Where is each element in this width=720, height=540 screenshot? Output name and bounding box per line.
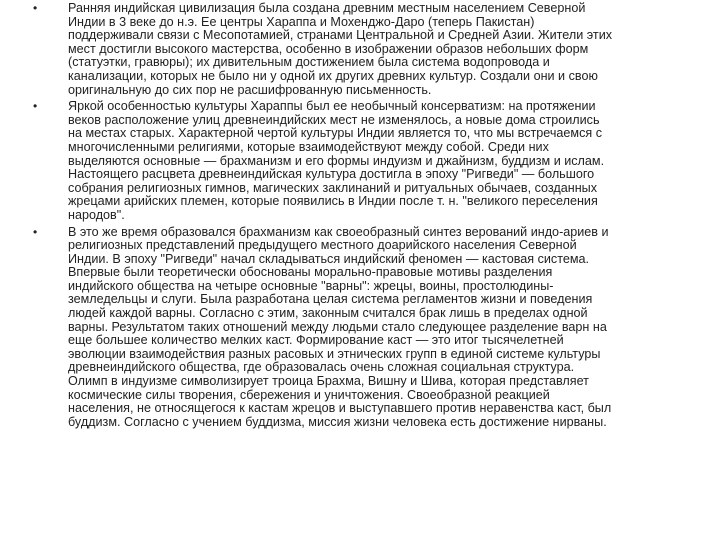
text-line: эволюции взаимодействия разных расовых и этнических групп в единой системе культуры [68, 346, 601, 361]
text-line: буддизм. Согласно с учением буддизма, миссия жизни человека есть достижение нирваны. [68, 414, 607, 429]
text-line: Яркой особенностью культуры Хараппы был ее необычный консерватизм: на протяжении [68, 99, 596, 114]
bullet-item-2 [33, 100, 717, 222]
text-line: земледельцы и слуги. Была разработана целая система регламентов жизни и поведения [68, 292, 593, 307]
text-line: религиозных представлений предыдущего местного доарийского населения Северной [68, 238, 577, 253]
text-line: веков расположение улиц древнеиндийских мест не изменялось, а новые дома строились [68, 112, 600, 127]
text-line: Впервые были теоретически обоснованы морально-правовые мотивы разделения [68, 265, 553, 280]
text-line: выделяются основные — брахманизм и его формы индуизм и джайнизм, буддизм и ислам. [68, 153, 605, 168]
text-line: древнеиндийского общества, где образовалась очень сложная социальная структура. [68, 360, 575, 375]
text-line: собрания религиозных гимнов, магических заклинаний и ритуальных обычаев, созданных [68, 180, 598, 195]
bullet-marker: • [33, 224, 38, 239]
text-line: жрецами арийских племен, которые появились в Индии после т. н. "великого переселения [68, 194, 598, 209]
bullet-item-3 [33, 226, 717, 430]
bullet-item-1 [33, 2, 717, 97]
text-line: индийского общества на четыре основные "варны": жрецы, воины, простолюдины- [68, 278, 554, 293]
bullet-marker: • [33, 1, 38, 15]
text-line: В это же время образовался брахманизм как своеобразный синтез верований индо-ариев и [68, 224, 609, 239]
text-line: Индии в 3 веке до н.э. Ее центры Хараппа и Мохенджо-Даро (теперь Пакистан) [68, 14, 535, 29]
text-line: на местах старых. Характерной чертой культуры Индии является то, что мы встречаемся с [68, 126, 602, 141]
text-line: (статуэтки, гравюры); их дивительным достижением была система водопровода и [68, 55, 550, 70]
text-line: варны. Результатом таких отношений между людьми стало следующее разделение варн на [68, 319, 607, 334]
text-line: народов". [68, 207, 125, 222]
text-line: мест достигли высокого мастерства, особенно в изображении образов небольших форм [68, 41, 589, 56]
text-line: оригинальную до сих пор не расшифрованную письменность. [68, 82, 432, 97]
text-line: населения, не относящегося к кастам жрецов и выступавшего против неравенства каст, был [68, 401, 612, 416]
text-line: людей каждой варны. Согласно с этим, законным считался брак лишь в пределах одной [68, 306, 588, 321]
text-line: Олимп в индуизме символизирует троица Брахма, Вишну и Шива, которая представляет [68, 374, 589, 389]
text-line: Индии. В эпоху "Ригведи" начал складываться индийский феномен — кастовая система. [68, 251, 589, 266]
bullet-list [33, 2, 717, 432]
text-line: Настоящего расцвета древнеиндийская культура достигла в эпоху "Ригведи" — большого [68, 167, 595, 182]
text-line: многочисленными религиями, которые взаимодействуют между собой. Среди них [68, 139, 549, 154]
text-line: космические силы творения, сбережения и уничтожения. Своеобразной реакцией [68, 387, 550, 402]
text-line: поддерживали связи с Месопотамией, странами Центральной и Средней Азии. Жители этих [68, 28, 613, 43]
text-line: канализации, которых не было ни у одной их других древних культур. Создали они и свою [68, 68, 598, 83]
text-line: еще большее количество мелких каст. Формирование каст — это итог тысячелетней [68, 333, 564, 348]
text-line: Ранняя индийская цивилизация была создана древним местным населением Северной [68, 1, 586, 15]
bullet-marker: • [33, 99, 38, 114]
